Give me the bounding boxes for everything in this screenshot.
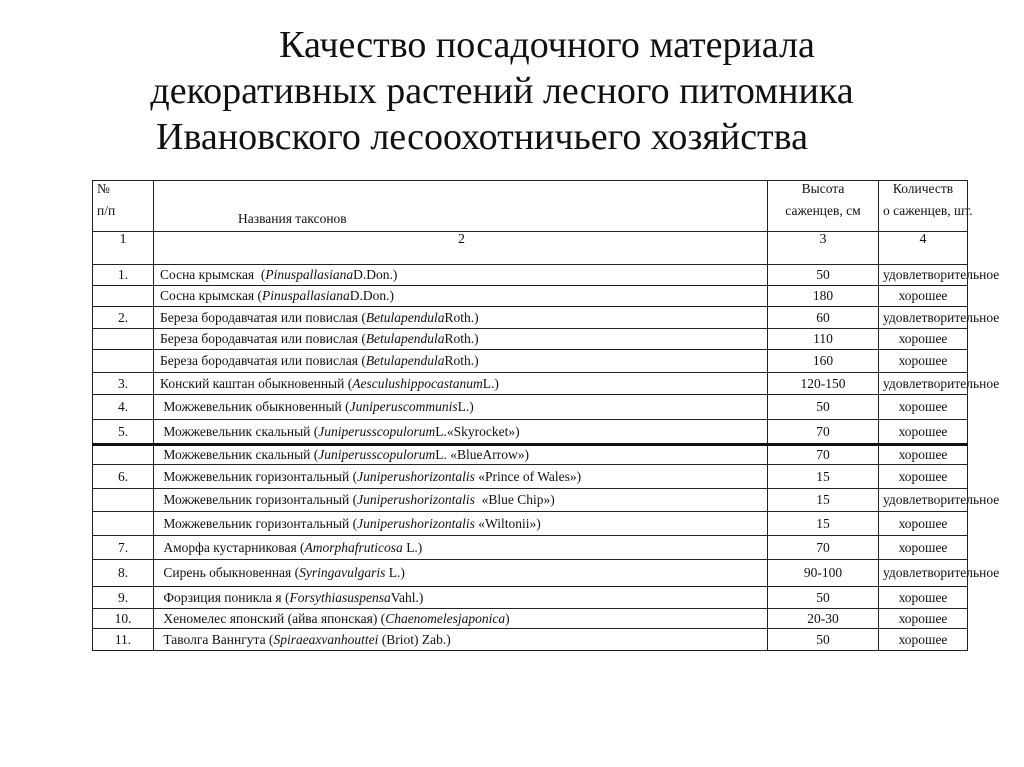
seedling-quality: удовлетворительное	[879, 307, 968, 329]
column-number-row	[93, 232, 968, 265]
taxon-name-tail: «Wiltonii»)	[474, 515, 541, 531]
taxon-name-tail: )	[505, 610, 510, 626]
taxon-name	[154, 445, 768, 465]
seedling-height: 60	[768, 307, 879, 329]
seedling-height: 15	[768, 465, 879, 489]
title-line-1: Качество посадочного материала	[279, 24, 815, 66]
header-quantity	[879, 181, 973, 232]
row-number	[93, 489, 154, 512]
seedling-height: 50	[768, 265, 879, 286]
taxon-name	[154, 536, 768, 560]
taxon-name-latin: Juniperushorizontalis	[357, 468, 475, 484]
seedling-quality: хорошее	[879, 587, 968, 609]
taxon-name	[154, 465, 768, 489]
column-number: 2	[154, 232, 768, 265]
taxon-name	[154, 265, 768, 286]
taxon-name-tail: D.Don.)	[349, 288, 395, 303]
row-number: 8.	[93, 560, 154, 587]
taxon-name-ru: Береза бородавчатая или повислая (	[160, 309, 366, 325]
taxon-name-ru: Сосна крымская (	[160, 267, 266, 282]
taxon-name-ru: Береза бородавчатая или повислая (	[160, 331, 366, 346]
taxon-name-tail: L.)	[385, 565, 405, 580]
row-number: 5.	[93, 420, 154, 445]
taxon-name-tail: (Briot) Zab.)	[378, 631, 451, 647]
header-height-line1: Высота	[801, 181, 845, 196]
taxon-name-latin: Juniperusscopulorum	[318, 447, 436, 462]
taxon-name-latin: Forsythiasuspensa	[289, 589, 391, 605]
row-number: 11.	[93, 629, 154, 651]
taxon-name-latin: Spiraeaxvanhouttei	[273, 631, 379, 647]
table-row	[93, 587, 968, 609]
taxon-name-ru: Можжевельник обыкновенный (	[160, 399, 350, 414]
seedling-quality: хорошее	[879, 629, 968, 651]
taxon-name-tail: Roth.)	[444, 309, 479, 325]
title-line-3: Ивановского лесоохотничьего хозяйства	[156, 116, 808, 158]
seedling-quality: удовлетворительное	[879, 560, 968, 587]
seedling-quality: хорошее	[879, 286, 968, 307]
taxon-name-ru: Форзиция поникла я (	[160, 589, 290, 605]
table-row	[93, 512, 968, 536]
seedling-height: 15	[768, 512, 879, 536]
seedling-height: 120-150	[768, 373, 879, 395]
taxon-name-latin: Betulapendula	[365, 309, 445, 325]
taxon-name	[154, 329, 768, 350]
seedling-quality: хорошее	[879, 329, 968, 350]
row-number: 2.	[93, 307, 154, 329]
taxon-name-tail: L.)	[402, 539, 423, 555]
taxon-name-tail: Roth.)	[444, 331, 479, 346]
row-number: 4.	[93, 395, 154, 420]
table-row	[93, 420, 968, 445]
row-number	[93, 350, 154, 373]
taxon-name	[154, 307, 768, 329]
taxon-name-ru: Сосна крымская (	[160, 288, 263, 303]
header-quantity-line1: Количеств	[892, 181, 954, 196]
table-row	[93, 465, 968, 489]
table-row	[93, 265, 968, 286]
taxon-name-latin: Betulapendula	[365, 331, 445, 346]
taxon-name-latin: Syringavulgaris	[299, 565, 386, 580]
seedling-height: 50	[768, 629, 879, 651]
taxon-name-latin: Chaenomelesjaponica	[385, 610, 506, 626]
taxon-name-ru: Можжевельник горизонтальный (	[160, 492, 358, 507]
seedling-height: 180	[768, 286, 879, 307]
table-row	[93, 536, 968, 560]
taxon-name	[154, 286, 768, 307]
taxon-name-latin: Juniperusscopulorum	[318, 423, 436, 439]
header-height	[768, 181, 879, 232]
seedling-quality: хорошее	[879, 395, 968, 420]
taxon-name	[154, 512, 768, 536]
seedling-quality: хорошее	[879, 350, 968, 373]
taxon-name-latin: Juniperushorizontalis	[357, 492, 475, 507]
taxon-name-tail: «Blue Chip»)	[474, 492, 555, 507]
header-number-line2: п/п	[97, 203, 116, 218]
header-height-line2: саженцев, см	[785, 203, 861, 218]
taxon-name	[154, 350, 768, 373]
seedling-quality: хорошее	[879, 445, 968, 465]
taxon-name	[154, 489, 768, 512]
taxon-name-ru: Аморфа кустарниковая (	[160, 539, 305, 555]
taxon-name-ru: Можжевельник скальный (	[160, 423, 319, 439]
taxon-name-tail: «Prince of Wales»)	[474, 468, 582, 484]
seedling-quality: удовлетворительное	[879, 373, 968, 395]
row-number	[93, 329, 154, 350]
table-row	[93, 307, 968, 329]
header-number-line1: №	[97, 181, 110, 196]
row-number	[93, 512, 154, 536]
taxon-name-latin: Pinuspallasiana	[265, 267, 354, 282]
table-row	[93, 445, 968, 465]
table-row	[93, 286, 968, 307]
taxon-name-latin: Betulapendula	[365, 353, 445, 368]
row-number: 7.	[93, 536, 154, 560]
seedling-height: 70	[768, 420, 879, 445]
table-row	[93, 329, 968, 350]
seedling-height: 70	[768, 536, 879, 560]
seedling-height: 50	[768, 395, 879, 420]
seedling-height: 70	[768, 445, 879, 465]
taxon-name-tail: L. «BlueArrow»)	[435, 447, 529, 462]
seedling-height: 110	[768, 329, 879, 350]
taxon-name-latin: Aesculushippocastanum	[352, 375, 483, 391]
seedling-quality: хорошее	[879, 536, 968, 560]
taxon-name-ru: Сирень обыкновенная (	[160, 565, 300, 580]
taxon-name	[154, 560, 768, 587]
seedling-height: 90-100	[768, 560, 879, 587]
seedling-quality: хорошее	[879, 512, 968, 536]
seedling-quality: хорошее	[879, 420, 968, 445]
row-number: 1.	[93, 265, 154, 286]
row-number: 3.	[93, 373, 154, 395]
taxon-name-latin: Juniperuscommunis	[349, 399, 458, 414]
row-number: 9.	[93, 587, 154, 609]
slide-title	[0, 22, 1024, 160]
seedling-height: 160	[768, 350, 879, 373]
table-row	[93, 560, 968, 587]
taxon-name-ru: Можжевельник скальный (	[160, 447, 319, 462]
table-row	[93, 629, 968, 651]
row-number	[93, 445, 154, 465]
taxon-name-tail: L.)	[457, 399, 474, 414]
taxon-name-tail: L.«Skyrocket»)	[435, 423, 520, 439]
taxon-name	[154, 395, 768, 420]
seedling-height: 50	[768, 587, 879, 609]
seedling-quality: удовлетворительное	[879, 265, 968, 286]
taxon-name	[154, 587, 768, 609]
table-row	[93, 489, 968, 512]
taxon-name-tail: Roth.)	[444, 353, 479, 368]
taxon-name	[154, 609, 768, 629]
taxon-name-latin: Amorphafruticosa	[304, 539, 403, 555]
taxon-name-ru: Конский каштан обыкновенный (	[160, 375, 353, 391]
taxon-name-latin: Pinuspallasiana	[262, 288, 350, 303]
row-number: 6.	[93, 465, 154, 489]
taxon-name-ru: Можжевельник горизонтальный (	[160, 468, 358, 484]
row-number: 10.	[93, 609, 154, 629]
table-row	[93, 373, 968, 395]
taxon-name-latin: Juniperushorizontalis	[357, 515, 475, 531]
header-taxon-name: Названия таксонов	[154, 181, 768, 232]
title-line-2: декоративных растений лесного питомника	[150, 70, 854, 112]
seedling-quality: хорошее	[879, 609, 968, 629]
seedling-height: 15	[768, 489, 879, 512]
taxon-name	[154, 420, 768, 445]
taxon-name-tail: D.Don.)	[353, 267, 398, 282]
taxon-name-tail: Vahl.)	[390, 589, 424, 605]
seedling-quality: хорошее	[879, 465, 968, 489]
taxon-name	[154, 629, 768, 651]
taxon-name-tail: L.)	[482, 375, 499, 391]
table-row	[93, 395, 968, 420]
column-number: 4	[879, 232, 968, 265]
header-number	[93, 181, 154, 232]
column-number: 3	[768, 232, 879, 265]
table-row	[93, 350, 968, 373]
taxon-name-ru: Таволга Ваннгута (	[160, 631, 274, 647]
planting-material-table	[92, 180, 1000, 651]
header-quantity-line2: о саженцев, шт.	[883, 203, 973, 218]
table-header-row	[93, 181, 968, 232]
seedling-height: 20-30	[768, 609, 879, 629]
seedling-quality: удовлетворительное	[879, 489, 968, 512]
taxon-name-ru: Хеномелес японский (айва японская) (	[160, 610, 386, 626]
column-number: 1	[93, 232, 154, 265]
taxon-name-ru: Береза бородавчатая или повислая (	[160, 353, 366, 368]
taxon-name-ru: Можжевельник горизонтальный (	[160, 515, 358, 531]
taxon-name	[154, 373, 768, 395]
table-row	[93, 609, 968, 629]
row-number	[93, 286, 154, 307]
